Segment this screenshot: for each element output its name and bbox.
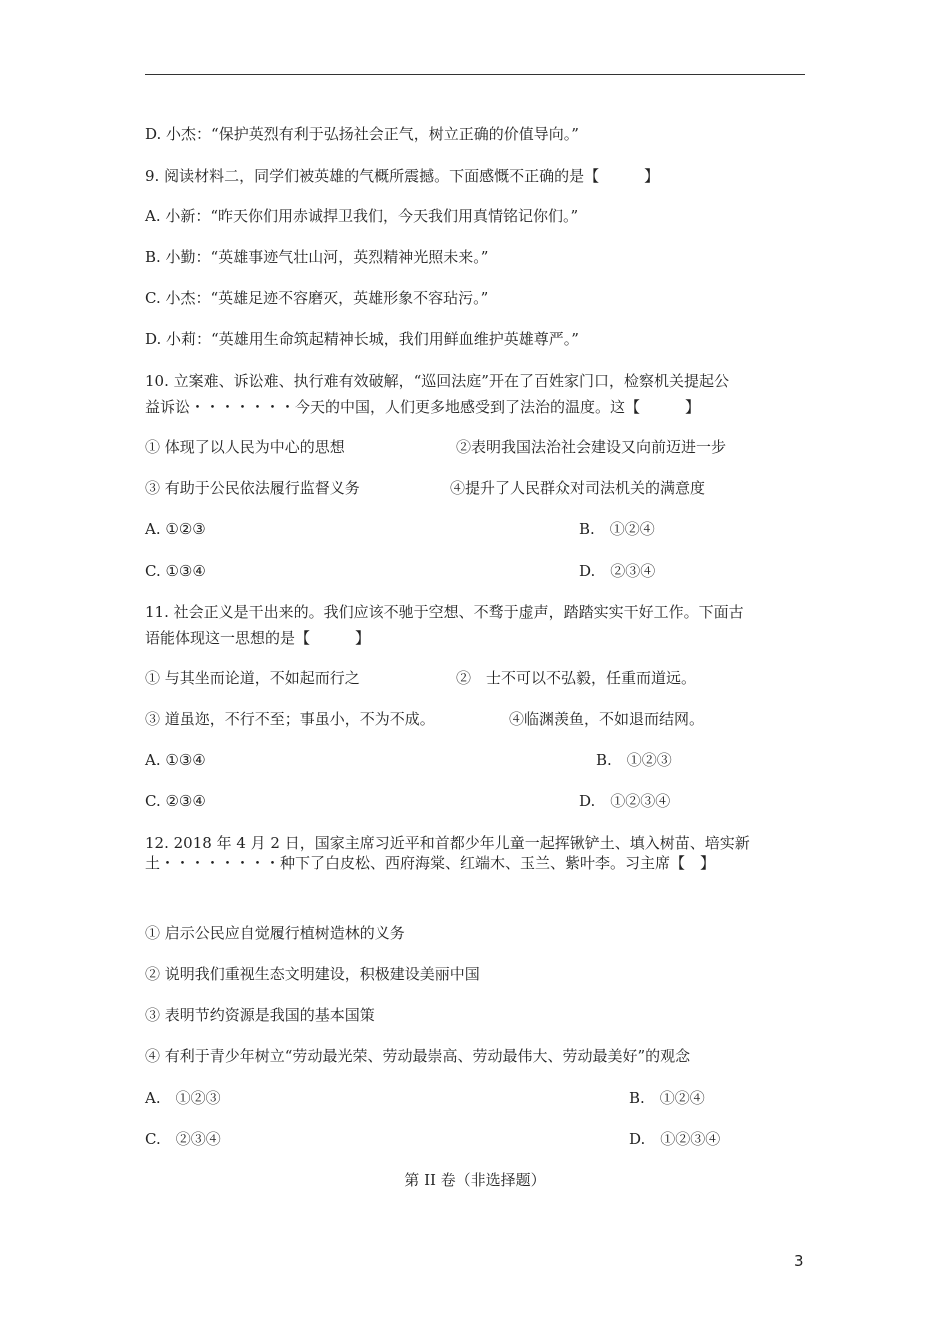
q8-option-d: D. 小杰：“保护英烈有利于弘扬社会正气，树立正确的价值导向。” [145, 125, 579, 143]
q10-option-c: C. ①③④ [145, 562, 206, 580]
q10-stem-line1: 10. 立案难、诉讼难、执行难有效破解，“巡回法庭”开在了百姓家门口，检察机关提起公 [145, 372, 729, 390]
q11-item-1: ① 与其坐而论道，不如起而行之 [145, 669, 360, 687]
q10-stem-line2: 益诉讼・・・・・・・今天的中国，人们更多地感受到了法治的温度。这【 】 [145, 398, 701, 416]
q12-item-1: ① 启示公民应自觉履行植树造林的义务 [145, 924, 405, 942]
q10-item-3: ③ 有助于公民依法履行监督义务 [145, 479, 360, 497]
q10-item-4: ④提升了人民群众对司法机关的满意度 [450, 479, 706, 497]
q11-item-2: ② 士不可以不弘毅，任重而道远。 [456, 669, 697, 687]
q9-option-c: C. 小杰：“英雄足迹不容磨灭，英雄形象不容玷污。” [145, 289, 489, 307]
q11-option-d: D. ①②③④ [579, 792, 671, 810]
q11-option-a: A. ①③④ [145, 751, 206, 769]
q9-option-a: A. 小新：“昨天你们用赤诚捍卫我们，今天我们用真情铭记你们。” [145, 207, 579, 225]
q10-option-a: A. ①②③ [145, 520, 206, 538]
q11-stem-line2: 语能体现这一思想的是【 】 [145, 629, 371, 647]
q12-stem: 12. 2018 年 4 月 2 日，国家主席习近平和首都少年儿童一起挥锹铲土、填入树苗、培实新土・・・・・・・・种下了白皮松、西府海棠、红端木、玉兰、紫叶李。习主席【 】 [145, 834, 750, 872]
q12-option-b: B. ①②④ [629, 1089, 705, 1107]
q11-option-b: B. ①②③ [596, 751, 672, 769]
q12-item-3: ③ 表明节约资源是我国的基本国策 [145, 1006, 375, 1024]
q12-item-4: ④ 有利于青少年树立“劳动最光荣、劳动最崇高、劳动最伟大、劳动最美好”的观念 [145, 1047, 691, 1065]
q10-option-b: B. ①②④ [579, 520, 655, 538]
q12-item-2: ② 说明我们重视生态文明建设，积极建设美丽中国 [145, 965, 480, 983]
q12-option-d: D. ①②③④ [629, 1130, 721, 1148]
q11-item-3: ③ 道虽迩，不行不至；事虽小，不为不成。 [145, 710, 435, 728]
q12-option-a: A. ①②③ [145, 1089, 221, 1107]
q9-option-d: D. 小莉：“英雄用生命筑起精神长城，我们用鲜血维护英雄尊严。” [145, 330, 579, 348]
header-rule [145, 74, 805, 75]
q12-option-c: C. ②③④ [145, 1130, 221, 1148]
page-number: 3 [794, 1252, 804, 1270]
section-title: 第 II 卷（非选择题） [404, 1171, 546, 1189]
q11-option-c: C. ②③④ [145, 792, 206, 810]
q10-option-d: D. ②③④ [579, 562, 656, 580]
q10-item-2: ②表明我国法治社会建设又向前迈进一步 [456, 438, 727, 456]
q9-stem: 9. 阅读材料二，同学们被英雄的气概所震撼。下面感慨不正确的是【 】 [145, 167, 660, 185]
q11-item-4: ④临渊羡鱼，不如退而结网。 [509, 710, 705, 728]
q12-stem-block [145, 833, 805, 873]
q9-option-b: B. 小勤：“英雄事迹气壮山河，英烈精神光照未来。” [145, 248, 489, 266]
q10-item-1: ① 体现了以人民为中心的思想 [145, 438, 345, 456]
q11-stem-line1: 11. 社会正义是干出来的。我们应该不驰于空想、不骛于虚声，踏踏实实干好工作。下面古 [145, 603, 744, 621]
